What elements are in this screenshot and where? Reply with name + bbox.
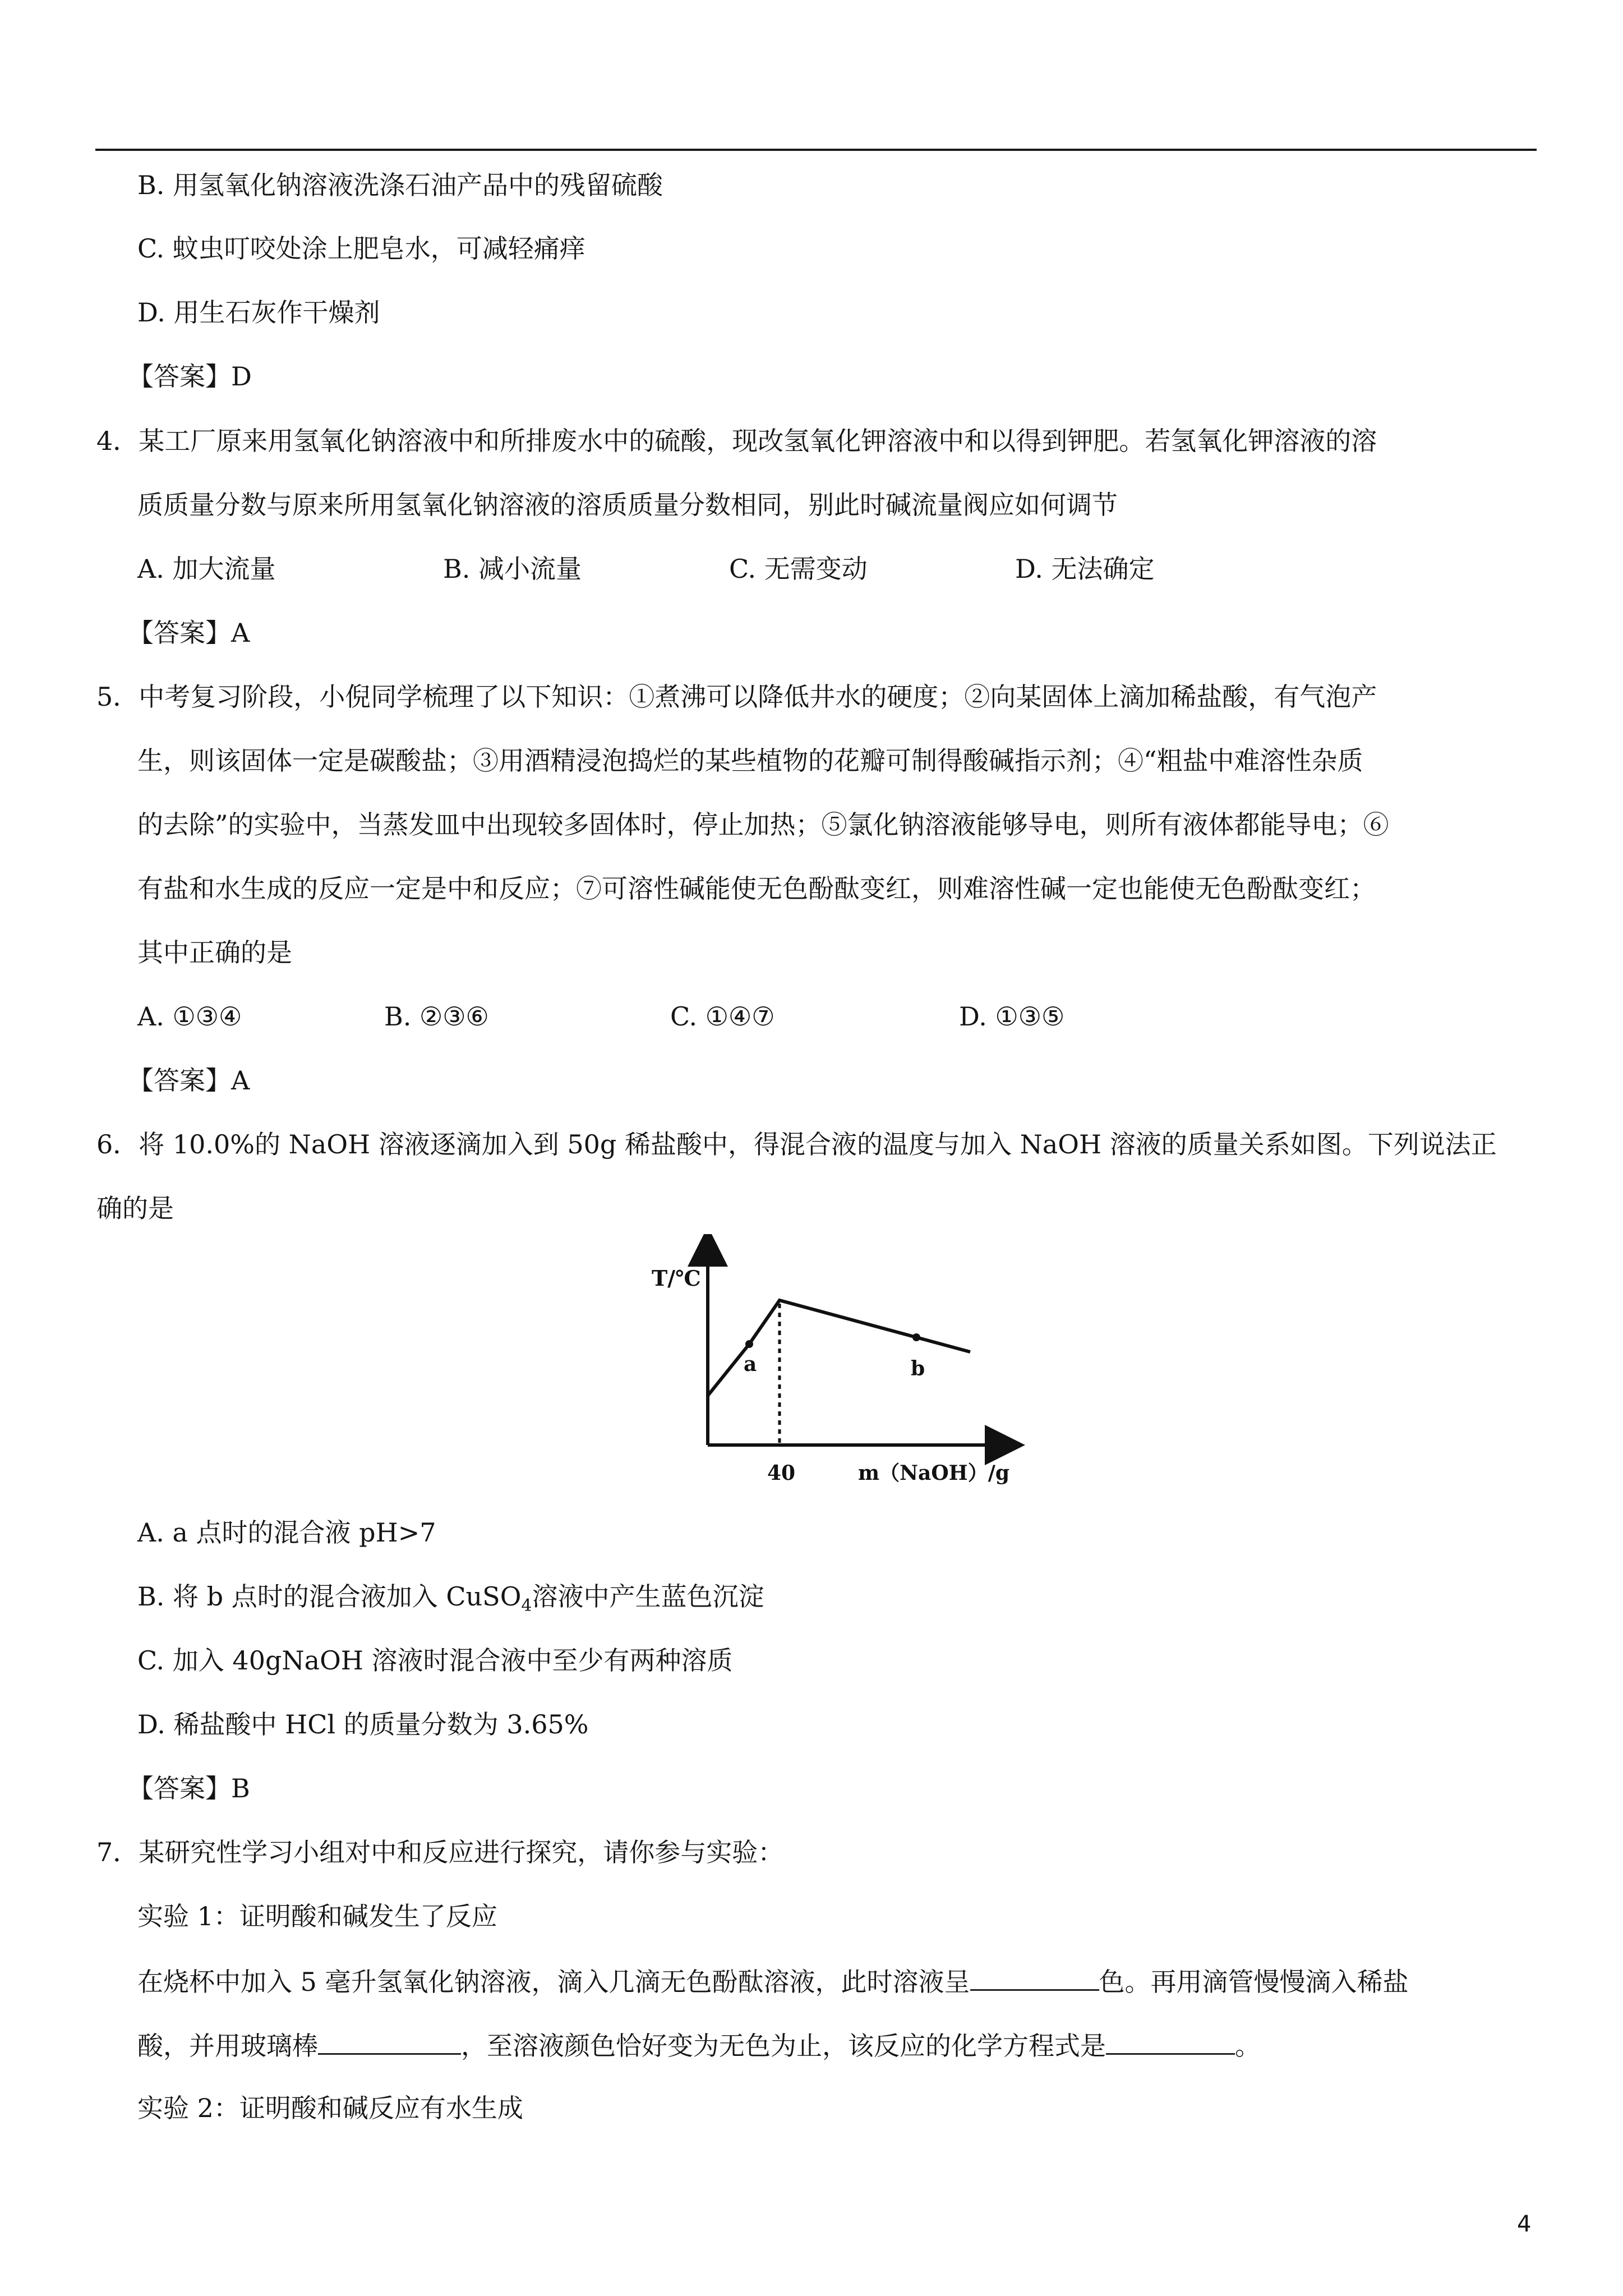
q7-experiment1-title: 实验 1：证明酸和碱发生了反应	[137, 1901, 497, 1931]
q6-option-b	[137, 1580, 764, 1623]
q4-answer: 【答案】A	[128, 618, 250, 648]
q4-option-a: A. 加大流量	[137, 554, 276, 584]
point-a-dot	[745, 1340, 753, 1348]
answer-blank-equation	[1106, 2027, 1235, 2055]
q4-option-b: B. 减小流量	[443, 554, 582, 584]
q4-stem-line1: 4．某工厂原来用氢氧化钠溶液中和所排废水中的硫酸，现改氢氧化钾溶液中和以得到钾肥。若氢氧化钾溶液的溶	[96, 426, 1377, 456]
q4-option-c: C. 无需变动	[729, 554, 868, 584]
q5-stem-line3: 的去除”的实验中，当蒸发皿中出现较多固体时，停止加热；⑤氯化钠溶液能够导电，则所有液体都能导电；⑥	[137, 809, 1389, 840]
header-rule	[95, 149, 1537, 151]
q6-option-b-subscript: 4	[521, 1596, 532, 1616]
q6-option-d: D. 稀盐酸中 HCl 的质量分数为 3.65%	[137, 1709, 589, 1740]
q7-text-part1: 在烧杯中加入 5 毫升氢氧化钠溶液，滴入几滴无色酚酞溶液，此时溶液呈	[137, 1967, 970, 1997]
q6-stem-line2: 确的是	[96, 1193, 174, 1223]
q5-option-a: A. ①③④	[137, 1001, 242, 1032]
q3-answer: 【答案】D	[128, 361, 252, 392]
q7-stem: 7．某研究性学习小组对中和反应进行探究，请你参与实验：	[96, 1837, 784, 1867]
temperature-graph	[639, 1234, 1032, 1503]
q5-answer: 【答案】A	[128, 1065, 250, 1096]
q5-option-d: D. ①③⑤	[959, 1001, 1065, 1032]
q5-stem-line1: 5．中考复习阶段，小倪同学梳理了以下知识：①煮沸可以降低井水的硬度；②向某固体上滴加稀盐酸，有气泡产	[96, 682, 1377, 712]
q3-option-b: B. 用氢氧化钠溶液洗涤石油产品中的残留硫酸	[137, 170, 663, 200]
q3-option-d: D. 用生石灰作干燥剂	[137, 297, 380, 328]
q7-text-part5: 。	[1235, 2031, 1261, 2061]
page-number: 4	[1517, 2211, 1532, 2237]
q7-text-part2: 色。再用滴管慢慢滴入稀盐	[1099, 1967, 1409, 1997]
q4-stem-line2: 质质量分数与原来所用氢氧化钠溶液的溶质质量分数相同，别此时碱流量阀应如何调节	[137, 490, 1118, 520]
q6-option-b-text-end: 溶液中产生蓝色沉淀	[532, 1581, 764, 1612]
point-b-dot	[912, 1333, 920, 1341]
q5-option-b: B. ②③⑥	[384, 1001, 489, 1032]
y-axis-label: T/℃	[652, 1266, 701, 1291]
x-tick-40: 40	[767, 1461, 796, 1485]
temperature-curve	[708, 1300, 970, 1396]
q6-answer: 【答案】B	[128, 1773, 250, 1803]
q5-stem-line4: 有盐和水生成的反应一定是中和反应；⑦可溶性碱能使无色酚酞变红，则难溶性碱一定也能使无色酚酞变红；	[137, 873, 1376, 904]
q7-experiment1-line1	[137, 1963, 1409, 1999]
point-b-label: b	[911, 1357, 925, 1381]
q3-option-c: C. 蚊虫叮咬处涂上肥皂水，可减轻痛痒	[137, 233, 585, 264]
answer-blank-operation	[318, 2027, 461, 2055]
q6-option-b-text: B. 将 b 点时的混合液加入 CuSO	[137, 1581, 522, 1612]
q5-stem-line2: 生，则该固体一定是碳酸盐；③用酒精浸泡捣烂的某些植物的花瓣可制得酸碱指示剂；④“粗盐中难溶性杂质	[137, 746, 1363, 776]
q6-option-a: A. a 点时的混合液 pH>7	[137, 1517, 436, 1548]
q7-experiment1-line2	[137, 2027, 1261, 2063]
q7-text-part3: 酸，并用玻璃棒	[137, 2031, 318, 2061]
answer-blank-color	[970, 1963, 1099, 1991]
q7-experiment2-title: 实验 2：证明酸和碱反应有水生成	[137, 2093, 523, 2123]
point-a-label: a	[744, 1352, 757, 1376]
q6-stem-line1: 6．将 10.0%的 NaOH 溶液逐滴加入到 50g 稀盐酸中，得混合液的温度与加入 NaOH 溶液的质量关系如图。下列说法正	[96, 1129, 1497, 1159]
q5-stem-line5: 其中正确的是	[137, 937, 292, 968]
q5-option-c: C. ①④⑦	[670, 1001, 775, 1032]
x-axis-label: m（NaOH）/g	[858, 1461, 1010, 1485]
q6-option-c: C. 加入 40gNaOH 溶液时混合液中至少有两种溶质	[137, 1645, 733, 1676]
q4-option-d: D. 无法确定	[1015, 554, 1155, 584]
q7-text-part4: ，至溶液颜色恰好变为无色为止，该反应的化学方程式是	[461, 2031, 1106, 2061]
